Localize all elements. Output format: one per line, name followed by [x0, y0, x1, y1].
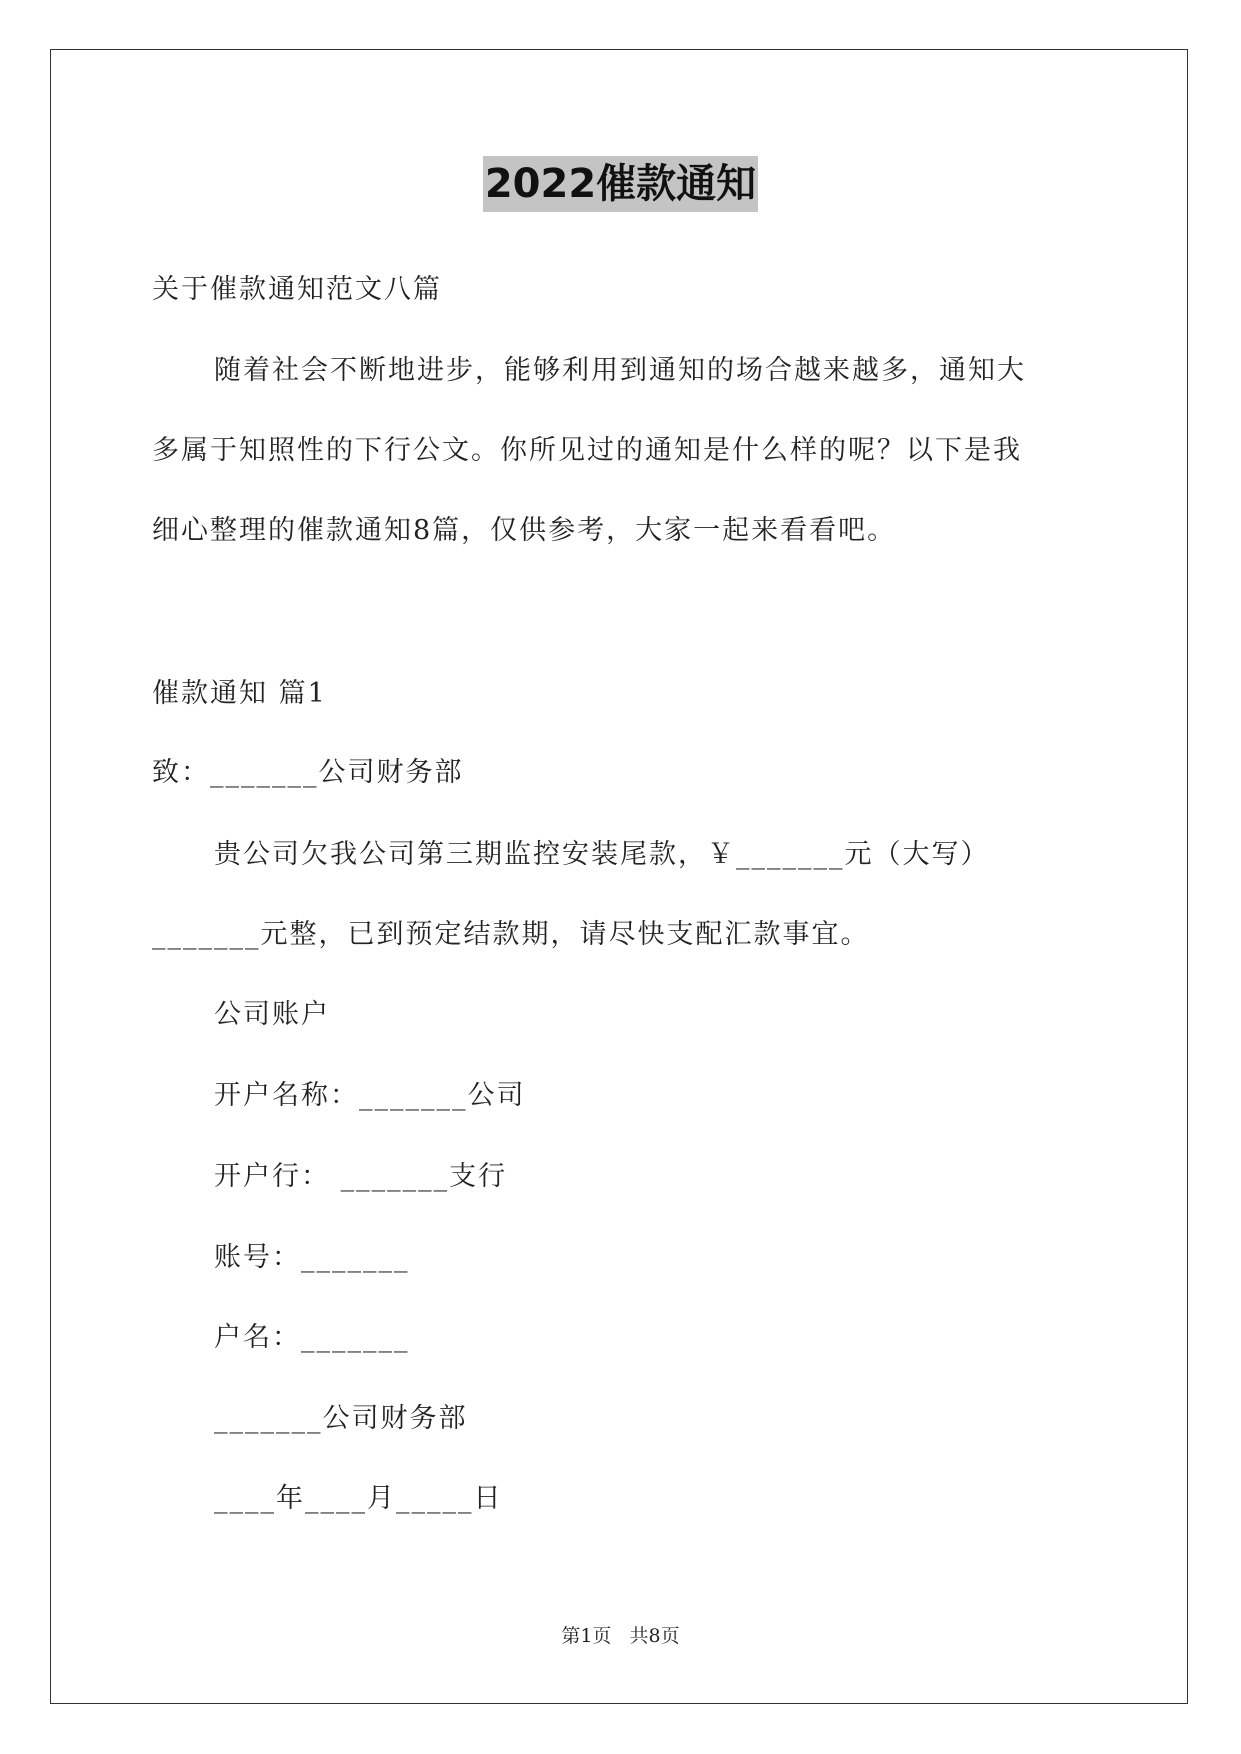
- intro-line-2: 多属于知照性的下行公文。你所见过的通知是什么样的呢？以下是我: [152, 435, 1022, 466]
- intro-line-3: 细心整理的催款通知8篇，仅供参考，大家一起来看看吧。: [152, 515, 897, 546]
- body-line-2: _______元整，已到预定结款期，请尽快支配汇款事宜。: [152, 919, 870, 950]
- page-footer: 第1页 共8页: [561, 1625, 680, 1647]
- document-subtitle: 关于催款通知范文八篇: [152, 274, 442, 305]
- body-line-1: 贵公司欠我公司第三期监控安装尾款，￥_______元（大写）: [214, 839, 990, 870]
- account-holder: 户名：_______: [214, 1322, 410, 1353]
- account-bank: 开户行： _______支行: [214, 1161, 508, 1192]
- account-number: 账号：_______: [214, 1242, 410, 1273]
- date-line: ____年____月_____日: [214, 1483, 503, 1514]
- account-name: 开户名称：_______公司: [214, 1080, 526, 1111]
- signature-line: _______公司财务部: [214, 1403, 468, 1434]
- account-heading: 公司账户: [214, 999, 330, 1030]
- intro-line-1: 随着社会不断地进步，能够利用到通知的场合越来越多，通知大: [214, 355, 1026, 386]
- recipient-line: 致：_______公司财务部: [152, 757, 464, 788]
- title-container: [0, 156, 1241, 212]
- section-heading: 催款通知 篇1: [152, 678, 327, 709]
- document-title: 2022催款通知: [483, 156, 758, 212]
